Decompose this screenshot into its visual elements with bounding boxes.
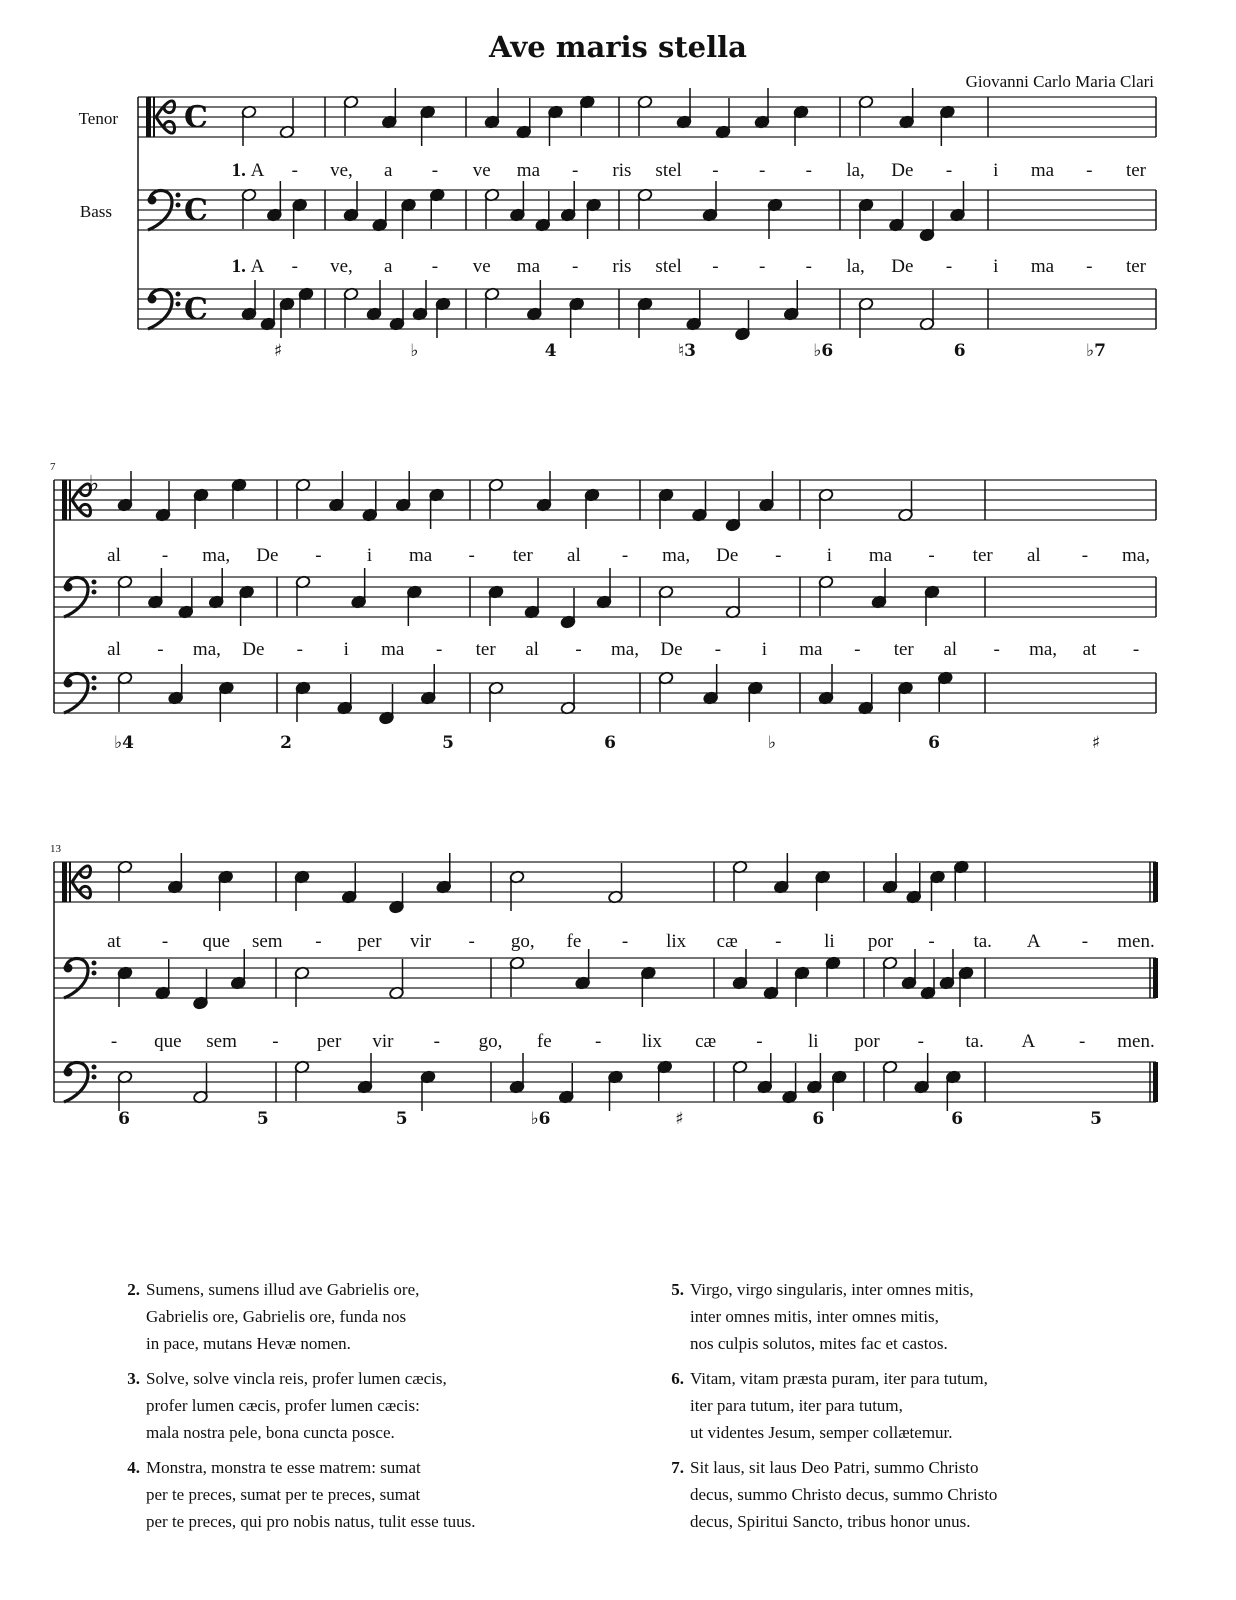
verse-4 [118,1454,476,1535]
system-3-bass-lyric: - [272,1031,279,1052]
system-1-tenor-lyric: stel [655,160,682,181]
system-3-tenor-lyric: at [107,931,121,952]
system-2-bass-lyric: i [761,639,768,660]
verse-text: Virgo, virgo singularis, inter omnes mitis, [690,1280,974,1299]
system-1-bass-lyric: ma [1030,256,1055,277]
system-2-tenor-lyric: - [1081,545,1089,566]
system-1-tenor-lyric: la, [846,160,865,181]
system-2-bass-lyric: ter [475,639,496,660]
verse-line [662,1454,997,1481]
system-3-tenor-lyric: - [161,931,169,952]
system-1-tenor-lyric: - [1086,160,1093,181]
verse-text: Sit laus, sit laus Deo Patri, summo Christo [690,1458,979,1477]
system-2-tenor-lyric: - [775,545,782,566]
system-3-bass-lyric: - [1079,1031,1086,1052]
verse-6 [662,1365,997,1446]
system-2-bass-lyric: - [854,639,861,660]
system-1-tenor-lyric: - [431,160,439,181]
system-3-figured-bass: 5 [395,1109,408,1129]
part-name-tenor: Tenor [78,109,118,128]
system-1-bass-lyric: - [712,256,719,277]
verse-line: mala nostra pele, bona cuncta posce. [146,1423,395,1442]
system-2-bass-lyric: ma, [1029,639,1058,660]
system-3-figured-bass: 6 [812,1109,825,1129]
system-1-bass-lyric: - [291,256,298,277]
system-3-figured-bass: ♯ [675,1109,684,1129]
system-2-bass-lyric: - [296,639,303,660]
system-1-tenor-lyric: ma [516,160,541,181]
system-3-bass-lyric: vir [372,1031,394,1052]
system-1-bass-lyric: - [1086,256,1093,277]
verse-line: inter omnes mitis, inter omnes mitis, [690,1307,939,1326]
system-1-figured-bass: 4 [544,341,557,361]
system-3-bass-lyric: por [854,1031,880,1052]
verse-5 [662,1276,997,1357]
verse-text: Monstra, monstra te esse matrem: sumat [146,1458,421,1477]
system-3-bass-lyric: A [1021,1031,1036,1052]
system-1-figured-bass: ♮3 [678,341,696,361]
system-3-bass-lyric: - [433,1031,440,1052]
system-3-bass-lyric: fe [536,1031,552,1052]
system-1-bass-lyric: - [571,256,579,277]
system-3-bass-lyric: per [317,1031,342,1052]
system-2-bass-lyric: i [343,639,349,660]
system-1-tenor-lyric: - [945,160,953,181]
system-2-bass-lyric: - [575,639,582,660]
system-1-tenor-lyric: a [383,160,393,181]
system-3-figured-bass: 5 [256,1109,269,1129]
system-2-figured-bass: 6 [928,733,940,753]
system-1-tenor-lyric: ris [612,160,632,181]
system-2-tenor-lyric: ma [868,545,893,566]
system-2-tenor-lyric: al [107,545,121,566]
verse-line [662,1365,997,1392]
system-3-tenor-lyric: sem [251,931,283,952]
system-2-bass-lyric: - [714,639,722,660]
system-2-figured-bass: 6 [604,733,616,753]
system-1-bass-lyric: - [758,256,766,277]
verse-line: decus, summo Christo decus, summo Christo [690,1485,998,1504]
system-2-bass-lyric: - [157,639,164,660]
system-3-bass-lyric: - [110,1031,118,1052]
system-3-tenor-lyric: ta. [973,931,992,952]
system-1-tenor-lyric: ve, [330,160,353,181]
system-3-tenor-lyric: per [357,931,382,952]
system-2-tenor-lyric: al [1026,545,1041,566]
verse-number: 2. [127,1280,140,1299]
system-2-bass-lyric: ma [799,639,823,660]
system-3-tenor-lyric: cæ [716,931,738,952]
verse-text: Vitam, vitam præsta puram, iter para tutum, [690,1369,988,1388]
system-3-bass-lyric: - [756,1031,763,1052]
verse-number: 3. [127,1369,140,1388]
system-3-bass-lyric: - [917,1031,925,1052]
verse-line: profer lumen cæcis, profer lumen cæcis: [146,1396,420,1415]
system-3-tenor-lyric: li [824,931,835,952]
system-1-bass-lyric: - [945,256,953,277]
verse-line: per te preces, sumat per te preces, sumat [146,1485,421,1504]
system-3-tenor-lyric: - [621,931,629,952]
system-3-tenor-lyric: fe [566,931,582,952]
system-2-tenor-lyric: - [315,545,322,566]
system-3-tenor-lyric: por [867,931,894,952]
system-2-bass-lyric: - [1132,639,1140,660]
time-signature-common-icon: C [184,100,208,135]
system-3-bass-lyric: cæ [695,1031,717,1052]
verse-text: Sumens, sumens illud ave Gabrielis ore, [146,1280,420,1299]
verse-line [118,1276,476,1303]
system-2-figured-bass: 5 [442,733,454,753]
system-1-figured-bass: ♭ [410,341,419,361]
system-1-bass-lyric: la, [846,256,865,277]
system-1-bass-lyric: stel [655,256,682,277]
system-1-bass-lyric: ter [1125,256,1147,277]
system-2-tenor-lyric: ter [512,545,533,566]
system-1-bass-lyric: ve [472,256,491,277]
system-3-bass-lyric: men. [1117,1031,1155,1052]
system-2-figured-bass: ♯ [1091,733,1101,753]
system-1-bass-lyric: 1. A [231,256,265,277]
system-2-tenor-lyric: - [468,545,475,566]
system-1-figured-bass: ♯ [273,341,283,361]
system-3-bass-lyric: ta. [965,1031,984,1052]
verse-number: 4. [127,1458,140,1477]
verse-line: Gabrielis ore, Gabrielis ore, funda nos [146,1307,407,1326]
verse-3 [118,1365,476,1446]
verse-line: in pace, mutans Hevæ nomen. [146,1334,351,1353]
system-1-tenor-lyric: ma [1030,160,1055,181]
system-2-tenor-lyric: ter [972,545,993,566]
system-3-tenor-lyric: - [928,931,935,952]
final-barline-thick [1153,1062,1158,1102]
verse-number: 5. [671,1280,684,1299]
system-3-tenor-lyric: A [1026,931,1041,952]
system-2-figured-bass: ♭ [767,733,777,753]
verse-line [118,1365,476,1392]
system-3-tenor-lyric: - [775,931,782,952]
system-1-bass-lyric: i [993,256,999,277]
verse-line: iter para tutum, iter para tutum, [690,1396,903,1415]
system-1-bass-lyric: De [891,256,914,277]
verses-right-column [662,1276,997,1543]
system-2-tenor-lyric: al [567,545,581,566]
verse-number: 7. [671,1458,684,1477]
verse-text: Solve, solve vincla reis, profer lumen cæcis, [146,1369,447,1388]
system-3-tenor-lyric: men. [1117,931,1155,952]
verse-line: ut videntes Jesum, semper collætemur. [690,1423,953,1442]
system-3-figured-bass: 5 [1090,1109,1102,1129]
part-name-bass: Bass [79,202,112,221]
system-2-tenor-lyric: - [161,545,169,566]
verse-7 [662,1454,997,1535]
verse-line: nos culpis solutos, mites fac et castos. [690,1334,948,1353]
system-2-bass-lyric: al [107,639,121,660]
system-2-tenor-lyric: - [928,545,935,566]
system-3-bass-lyric: go, [478,1031,503,1052]
system-2-bass-lyric: De [660,639,683,660]
system-3-bass-lyric: - [594,1031,602,1052]
system-2-bass-lyric: at [1082,639,1097,660]
system-2-tenor-lyric: ma, [662,545,691,566]
system-2-bass-lyric: ma, [611,639,639,660]
system-2-tenor-lyric: - [621,545,629,566]
measure-number: 7 [50,461,56,473]
system-1-tenor-lyric: - [571,160,579,181]
verses-left-column [118,1276,476,1543]
system-3-figured-bass: 6 [951,1109,964,1129]
system-3-bass-lyric: lix [641,1031,662,1052]
verse-line [662,1276,997,1303]
system-3-tenor-lyric: lix [666,931,687,952]
system-1-bass-lyric: ve, [330,256,353,277]
measure-number: 13 [50,843,61,855]
system-2-tenor-lyric: i [366,545,373,566]
system-2-bass-lyric: ter [893,639,914,660]
system-1-figured-bass: ♭7 [1086,341,1106,361]
verse-line [118,1454,476,1481]
system-1-tenor-lyric: ter [1125,160,1147,181]
system-3-tenor-lyric: - [468,931,475,952]
system-1-bass-lyric: - [805,256,813,277]
system-1-tenor-lyric: i [993,160,999,181]
page-title: Ave maris stella [489,30,747,64]
system-2-figured-bass: 2 [280,733,292,753]
system-2-tenor-lyric: De [256,545,279,566]
composer-name: Giovanni Carlo Maria Clari [965,72,1154,91]
system-1-tenor-lyric: - [758,160,766,181]
system-3-bass-lyric: sem [206,1031,237,1052]
system-2-bass-lyric: ma, [192,639,221,660]
system-2-bass-lyric: al [525,639,539,660]
system-1-tenor-lyric: De [891,160,914,181]
system-3-figured-bass: ♭6 [530,1109,551,1129]
system-1-bass-lyric: ma [516,256,541,277]
system-1-bass-lyric: ris [612,256,632,277]
final-barline-thick [1153,862,1158,902]
system-2-bass-lyric: - [436,639,443,660]
system-2-tenor-lyric: De [716,545,739,566]
system-3-bass-lyric: li [807,1031,819,1052]
verse-line: per te preces, qui pro nobis natus, tulit esse tuus. [146,1512,476,1531]
verse-line: decus, Spiritui Sancto, tribus honor unus. [690,1512,971,1531]
system-1-tenor-lyric: - [805,160,813,181]
system-2-figured-bass: ♭4 [114,733,134,753]
verse-number: 6. [671,1369,684,1388]
system-2-tenor-lyric: ma, [1122,545,1150,566]
system-1-bass-lyric: a [383,256,393,277]
system-3-tenor-lyric: vir [410,931,432,952]
system-1-bass-lyric: - [431,256,439,277]
time-signature-common-icon: C [184,292,208,327]
system-1-figured-bass: 6 [953,341,966,361]
system-2-tenor-lyric: i [826,545,833,566]
system-1-figured-bass: ♭6 [813,341,834,361]
system-2-bass-lyric: ma [381,639,405,660]
time-signature-common-icon: C [184,193,208,228]
key-flat-icon: ♭ [88,472,100,497]
system-1-tenor-lyric: - [712,160,719,181]
verse-2 [118,1276,476,1357]
system-3-tenor-lyric: - [1081,931,1089,952]
system-2-bass-lyric: De [242,639,265,660]
system-3-tenor-lyric: go, [510,931,535,952]
system-2-tenor-lyric: ma [408,545,433,566]
system-2-tenor-lyric: ma, [202,545,231,566]
system-3-figured-bass: 6 [118,1109,130,1129]
system-2-bass-lyric: - [993,639,1000,660]
system-3-bass-lyric: que [154,1031,182,1052]
system-3-tenor-lyric: - [315,931,322,952]
system-1-tenor-lyric: - [291,160,298,181]
system-1-tenor-lyric: 1. A [231,160,265,181]
system-1-tenor-lyric: ve [472,160,491,181]
system-3-tenor-lyric: que [202,931,230,952]
final-barline-thick [1153,958,1158,998]
system-2-bass-lyric: al [943,639,958,660]
